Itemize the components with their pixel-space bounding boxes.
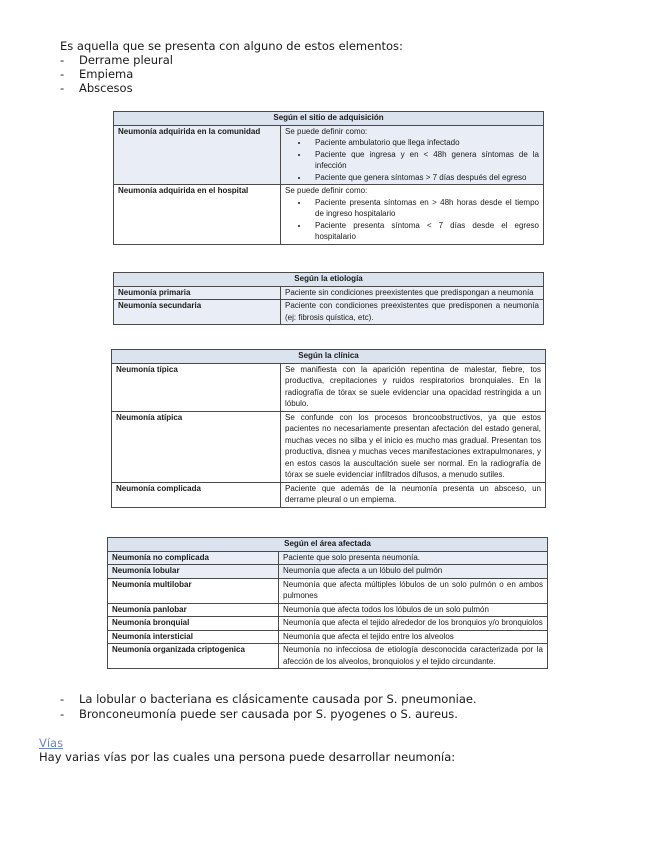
row-content: Paciente con condiciones preexistentes que predisponen a neumonía (ej: fibrosis quística, etc). [281, 300, 544, 325]
intro-list-item [60, 81, 133, 95]
row-label: Neumonía panlobar [108, 603, 279, 617]
note-text: Bronconeumonía puede ser causada por S. pyogenes o S. aureus. [79, 707, 458, 721]
row-label: Neumonía adquirida en la comunidad [114, 125, 281, 185]
note-item [60, 692, 477, 706]
row-content: Se confunde con los procesos broncoobstructivos, ya que estos pacientes no necesariamente presentan afectación del estado general, muchas veces no silba y el inicio es mucho mas gradual. Presentan tos productiva, disnea y muchas veces manifestaciones extrapulmonares, y en estos casos la auscultación suele ser normal. En la radiografía de tórax se suele evidenciar infiltrados difusos, a menudo sutiles. [281, 411, 546, 482]
row-label: Neumonía intersticial [108, 630, 279, 644]
intro-text: Es aquella que se presenta con alguno de estos elementos: [60, 39, 403, 53]
table-row [114, 286, 544, 300]
table-row [108, 551, 548, 565]
bullet-item: • Paciente que ingresa y en < 48h genera síntomas de la infección [309, 149, 539, 172]
row-label: Neumonía organizada criptogenica [108, 644, 279, 669]
list-dash: - [60, 692, 65, 706]
row-content: Neumonía que afecta el tejido entre los alveolos [279, 630, 548, 644]
note-item [60, 707, 458, 721]
vias-text: Hay varias vías por las cuales una persona puede desarrollar neumonía: [39, 750, 456, 764]
table-area [107, 537, 548, 669]
table-row [108, 644, 548, 669]
row-content: Neumonía no infecciosa de etiología desconocida caracterizada por la afección de los alveolos, bronquiolos y el tejido circundante. [279, 644, 548, 669]
row-label: Neumonía lobular [108, 565, 279, 579]
table-clinica [111, 349, 546, 508]
row-content: Paciente sin condiciones preexistentes que predispongan a neumonía [281, 286, 544, 300]
table-row [112, 411, 546, 482]
row-content: Neumonía que afecta el tejido alrededor de los bronquios y/o bronquiolos [279, 617, 548, 631]
row-label: Neumonía típica [112, 363, 281, 411]
row-content [281, 185, 544, 245]
row-label: Neumonía atípica [112, 411, 281, 482]
table-row [114, 185, 544, 245]
row-label: Neumonía multilobar [108, 578, 279, 603]
table-row [108, 617, 548, 631]
table-header: Según el sitio de adquisición [114, 112, 544, 126]
table-row [108, 578, 548, 603]
table-row [114, 300, 544, 325]
list-item-text: Derrame pleural [79, 53, 173, 67]
bullet-item: • Paciente ambulatorio que llega infectado [309, 137, 539, 149]
list-dash: - [60, 53, 65, 67]
table-row [112, 363, 546, 411]
bullet-item: • Paciente que genera síntomas > 7 días después del egreso [309, 172, 539, 184]
table-etiologia [113, 272, 544, 325]
row-content: Paciente que además de la neumonía presenta un absceso, un derrame pleural o un empiema. [281, 482, 546, 507]
bullet-item: • Paciente presenta síntomas en > 48h horas desde el tiempo de ingreso hospitalario [309, 197, 539, 220]
row-content: Neumonía que afecta a un lóbulo del pulmón [279, 565, 548, 579]
table-row [108, 630, 548, 644]
row-label: Neumonía no complicada [108, 551, 279, 565]
table-row [108, 565, 548, 579]
row-label: Neumonía adquirida en el hospital [114, 185, 281, 245]
row-label: Neumonía bronquial [108, 617, 279, 631]
intro-list-item [60, 67, 133, 81]
row-content [281, 125, 544, 185]
table-header: Según la clínica [112, 350, 546, 364]
table-adquisicion [113, 111, 544, 245]
table-row [108, 603, 548, 617]
list-dash: - [60, 67, 65, 81]
vias-link[interactable]: Vías [39, 736, 64, 750]
list-dash: - [60, 707, 65, 721]
row-label: Neumonía primaria [114, 286, 281, 300]
table-header: Según el área afectada [108, 538, 548, 552]
row-content: Neumonía que afecta todos los lóbulos de un solo pulmón [279, 603, 548, 617]
row-intro: Se puede definir como: [285, 186, 368, 195]
row-label: Neumonía complicada [112, 482, 281, 507]
intro-list-item [60, 53, 173, 67]
row-content: Se manifiesta con la aparición repentina de malestar, fiebre, tos productiva, crepitaciones y ruidos respiratorios bronquiales. En la radiografía de tórax se suele evidenciar una opacidad restringida a un lóbulo. [281, 363, 546, 411]
note-text: La lobular o bacteriana es clásicamente causada por S. pneumoniae. [79, 692, 477, 706]
table-row [114, 125, 544, 185]
table-row [112, 482, 546, 507]
list-dash: - [60, 81, 65, 95]
row-intro: Se puede definir como: [285, 126, 368, 136]
list-item-text: Empiema [79, 67, 134, 81]
row-content: Neumonía que afecta múltiples lóbulos de un solo pulmón o en ambos pulmones [279, 578, 548, 603]
row-label: Neumonía secundaria [114, 300, 281, 325]
list-item-text: Abscesos [79, 81, 133, 95]
table-header: Según la etiología [114, 273, 544, 287]
bullet-item: • Paciente presenta síntoma < 7 días desde el egreso hospitalario [309, 220, 539, 243]
row-content: Paciente que solo presenta neumonía. [279, 551, 548, 565]
